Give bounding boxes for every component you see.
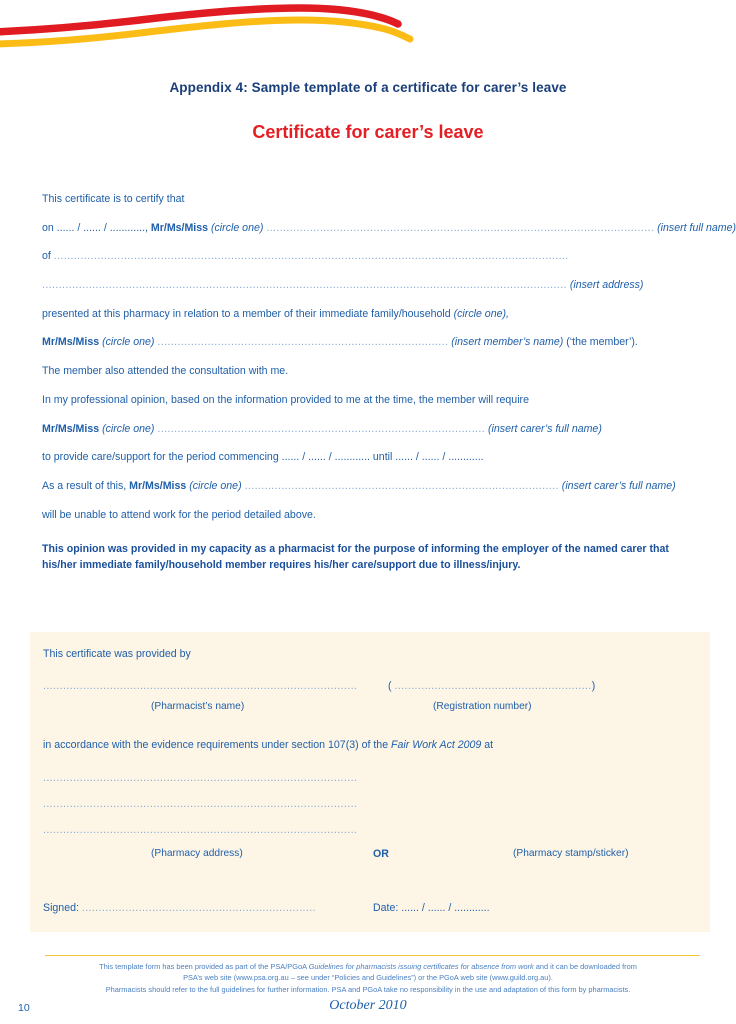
provider-details-panel bbox=[30, 632, 710, 932]
title-block bbox=[0, 80, 736, 144]
accordance-line bbox=[43, 739, 493, 751]
period-text: to provide care/support for the period commencing ...... / ...... / ............ until ...... / ...... / ............ bbox=[42, 451, 484, 464]
pharmacy-address-blank-1: .............................................................................................. bbox=[43, 772, 358, 784]
provided-by-label: This certificate was provided by bbox=[43, 648, 191, 660]
address-blank-2: ............................................................................................................................................................. bbox=[42, 279, 567, 292]
body-line-opinion bbox=[42, 393, 698, 407]
certify-text: This certificate is to certify that bbox=[42, 193, 185, 205]
title-options-3: Mr/Ms/Miss bbox=[42, 422, 100, 435]
body-line-certify bbox=[42, 192, 698, 206]
caption-pharmacy-address: (Pharmacy address) bbox=[151, 848, 243, 859]
footer-divider-rule bbox=[45, 955, 700, 956]
body-line-date-name bbox=[42, 221, 736, 235]
circle-one-hint-5: (circle one) bbox=[189, 479, 242, 492]
insert-full-name-hint: (insert full name) bbox=[657, 221, 736, 234]
signed-field bbox=[43, 902, 316, 914]
body-line-result bbox=[42, 479, 698, 493]
footer-line-2: PSA’s web site (www.psa.org.au – see under “Policies and Guidelines”) or the PGoA web site (www.guild.org.au). bbox=[183, 973, 553, 983]
body-line-presented bbox=[42, 307, 698, 321]
body-line-of bbox=[42, 249, 698, 263]
title-options-2: Mr/Ms/Miss bbox=[42, 336, 100, 349]
unable-text: will be unable to attend work for the period detailed above. bbox=[42, 508, 316, 521]
or-divider-label: OR bbox=[373, 848, 389, 860]
body-line-member bbox=[42, 335, 698, 349]
registration-number-blank-group bbox=[388, 680, 595, 692]
fullname-blank: .................................................................................................................... bbox=[266, 221, 655, 234]
footer-line-1 bbox=[0, 961, 736, 972]
footer-text-1b: and it can be downloaded from bbox=[533, 962, 637, 971]
registration-number-blank: ........................................................... bbox=[394, 680, 592, 692]
body-line-carer bbox=[42, 422, 698, 436]
footer-line-3: Pharmacists should refer to the full guidelines for further information. PSA and PGoA take no responsibility in the use and adaptation of this form by pharmacists. bbox=[105, 984, 631, 994]
caption-pharmacist-name: (Pharmacist’s name) bbox=[151, 701, 245, 712]
caption-registration-number: (Registration number) bbox=[433, 701, 532, 712]
body-line-unable bbox=[42, 508, 698, 522]
accordance-text-b: at bbox=[481, 739, 494, 751]
insert-carer-name-hint-2: (insert carer’s full name) bbox=[561, 479, 676, 492]
date-field: Date: ...... / ...... / ............ bbox=[373, 902, 490, 914]
attended-text: The member also attended the consultation with me. bbox=[42, 365, 289, 378]
signed-blank: ...................................................................... bbox=[81, 902, 316, 914]
provider-details-content bbox=[43, 632, 703, 932]
circle-one-hint-2: (circle one), bbox=[453, 307, 509, 320]
title-options-4: Mr/Ms/Miss bbox=[129, 479, 187, 492]
caption-pharmacy-stamp: (Pharmacy stamp/sticker) bbox=[513, 848, 629, 859]
header-swoosh-graphic bbox=[0, 0, 736, 70]
footer-disclaimer bbox=[0, 961, 736, 995]
footer-text-1a: This template form has been provided as part of the PSA/PGoA bbox=[99, 962, 309, 971]
signed-label: Signed: bbox=[43, 902, 82, 914]
pharmacist-opinion-statement: This opinion was provided in my capacity as a pharmacist for the purpose of informing the employer of the named carer that his/her immediate family/household member requires his/her care/support due to illness/injury. bbox=[42, 542, 669, 571]
date-prefix: on ...... / ...... / ............, bbox=[42, 221, 151, 234]
reg-paren-open: ( bbox=[388, 680, 395, 692]
certificate-body bbox=[42, 192, 736, 574]
circle-one-hint-3: (circle one) bbox=[102, 336, 155, 349]
circle-one-hint: (circle one) bbox=[210, 221, 264, 234]
carer-name-blank-2: .............................................................................................. bbox=[244, 479, 559, 492]
carer-name-blank: .................................................................................................. bbox=[157, 422, 486, 435]
insert-member-name-hint: (insert member’s name) bbox=[451, 336, 564, 349]
pharmacist-name-blank: .............................................................................................. bbox=[43, 680, 358, 692]
member-name-blank: ....................................................................................... bbox=[157, 336, 449, 349]
result-prefix: As a result of this, bbox=[42, 479, 130, 492]
the-member-text: (‘the member’). bbox=[563, 336, 638, 349]
opinion-text: In my professional opinion, based on the information provided to me at the time, the member will require bbox=[42, 393, 529, 406]
insert-carer-name-hint: (insert carer’s full name) bbox=[488, 422, 602, 435]
pharmacy-address-blank-2: .............................................................................................. bbox=[43, 798, 358, 810]
guidelines-title-reference: Guidelines for pharmacists issuing certificates for absence from work bbox=[308, 962, 534, 971]
certificate-title: Certificate for carer’s leave bbox=[252, 122, 484, 143]
appendix-title: Appendix 4: Sample template of a certificate for carer’s leave bbox=[169, 80, 567, 95]
fair-work-act-reference: Fair Work Act 2009 bbox=[391, 739, 482, 751]
title-options: Mr/Ms/Miss bbox=[150, 221, 209, 234]
pharmacy-address-blank-3: .............................................................................................. bbox=[43, 824, 358, 836]
address-blank-1: .......................................................................................................................................................... bbox=[53, 250, 569, 263]
body-line-period bbox=[42, 450, 698, 464]
presented-text: presented at this pharmacy in relation to a member of their immediate family/household bbox=[42, 307, 454, 320]
insert-address-hint: (insert address) bbox=[569, 279, 644, 292]
page-number: 10 bbox=[18, 1002, 30, 1014]
of-prefix: of bbox=[42, 250, 54, 263]
swoosh-yellow-stroke bbox=[0, 20, 410, 44]
document-date: October 2010 bbox=[329, 998, 407, 1013]
body-line-attended bbox=[42, 364, 698, 378]
reg-paren-close: ) bbox=[591, 680, 596, 692]
accordance-text-a: in accordance with the evidence requirements under section 107(3) of the bbox=[43, 739, 392, 751]
body-line-address bbox=[42, 278, 698, 292]
circle-one-hint-4: (circle one) bbox=[102, 422, 155, 435]
